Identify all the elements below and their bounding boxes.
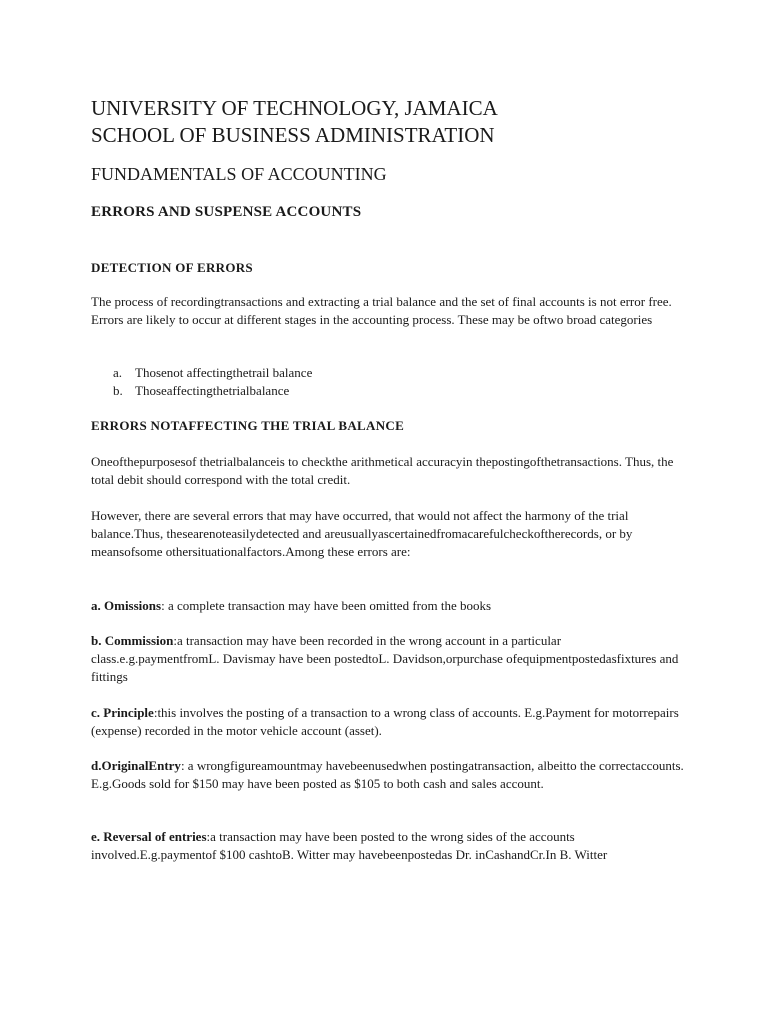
commission-paragraph — [91, 632, 691, 686]
principle-text: :this involves the posting of a transaction to a wrong class of accounts. E.g.Payment for motorrepairs (expense) recorded in the motor vehicle account (asset). — [91, 705, 679, 738]
reversal-paragraph — [91, 828, 691, 864]
omissions-term: a. Omissions — [91, 598, 162, 613]
reversal-term: e. Reversal of entries — [91, 829, 207, 844]
list-text: Thoseaffectingthetrialbalance — [135, 383, 290, 398]
detection-paragraph: The process of recordingtransactions and extracting a trial balance and the set of final accounts is not error free. Errors are likely to occur at different stages in the accounting process. These may be oftwo broad categories — [91, 294, 672, 327]
topic-title: ERRORS AND SUSPENSE ACCOUNTS — [91, 204, 362, 220]
school-name: SCHOOL OF BUSINESS ADMINISTRATION — [91, 123, 495, 147]
commission-term: b. Commission — [91, 633, 174, 648]
list-item — [113, 364, 312, 382]
errors-intro-paragraph: However, there are several errors that may have occurred, that would not affect the harmony of the trial balance.Thus, thesearenoteasilydetected and areusuallyascertainedfromacarefulcheckoftherecords, or by meansofsome othersituationalfactors.Among these errors are: — [91, 508, 633, 559]
list-item — [113, 382, 312, 400]
reversal-text: :a transaction may have been posted to the wrong sides of the accounts involved.E.g.paymentof $100 cashtoB. Witter may havebeenpostedas Dr. inCashandCr.In B. Witter — [91, 829, 608, 862]
course-title: FUNDAMENTALS OF ACCOUNTING — [91, 164, 387, 184]
principle-term: c. Principle — [91, 705, 154, 720]
principle-paragraph — [91, 704, 691, 740]
original-entry-text: : a wrongfigureamountmay havebeenusedwhen postingatransaction, albeitto the correctaccounts. E.g.Goods sold for $150 may have been posted as $105 to both cash and sales account. — [91, 758, 684, 791]
detection-heading: DETECTION OF ERRORS — [91, 260, 253, 275]
list-text: Thosenot affectingthetrail balance — [135, 365, 313, 380]
list-marker: a. — [113, 365, 123, 380]
original-entry-term: d.OriginalEntry — [91, 758, 181, 773]
purpose-paragraph: Oneofthepurposesof thetrialbalanceis to checkthe arithmetical accuracyin thepostingofthetransactions. Thus, the total debit should correspond with the total credit. — [91, 454, 674, 487]
university-name: UNIVERSITY OF TECHNOLOGY, JAMAICA — [91, 96, 498, 120]
original-entry-paragraph — [91, 757, 691, 793]
omissions-paragraph — [91, 597, 691, 615]
list-marker: b. — [113, 383, 123, 398]
not-affecting-heading: ERRORS NOTAFFECTING THE TRIAL BALANCE — [91, 418, 405, 433]
category-list — [113, 364, 312, 400]
omissions-text: : a complete transaction may have been omitted from the books — [161, 598, 492, 613]
commission-text: :a transaction may have been recorded in the wrong account in a particular class.e.g.paymentfromL. Davismay have been postedtoL. Davidson,orpurchase ofequipmentpostedasfixtures and fittings — [91, 633, 679, 684]
